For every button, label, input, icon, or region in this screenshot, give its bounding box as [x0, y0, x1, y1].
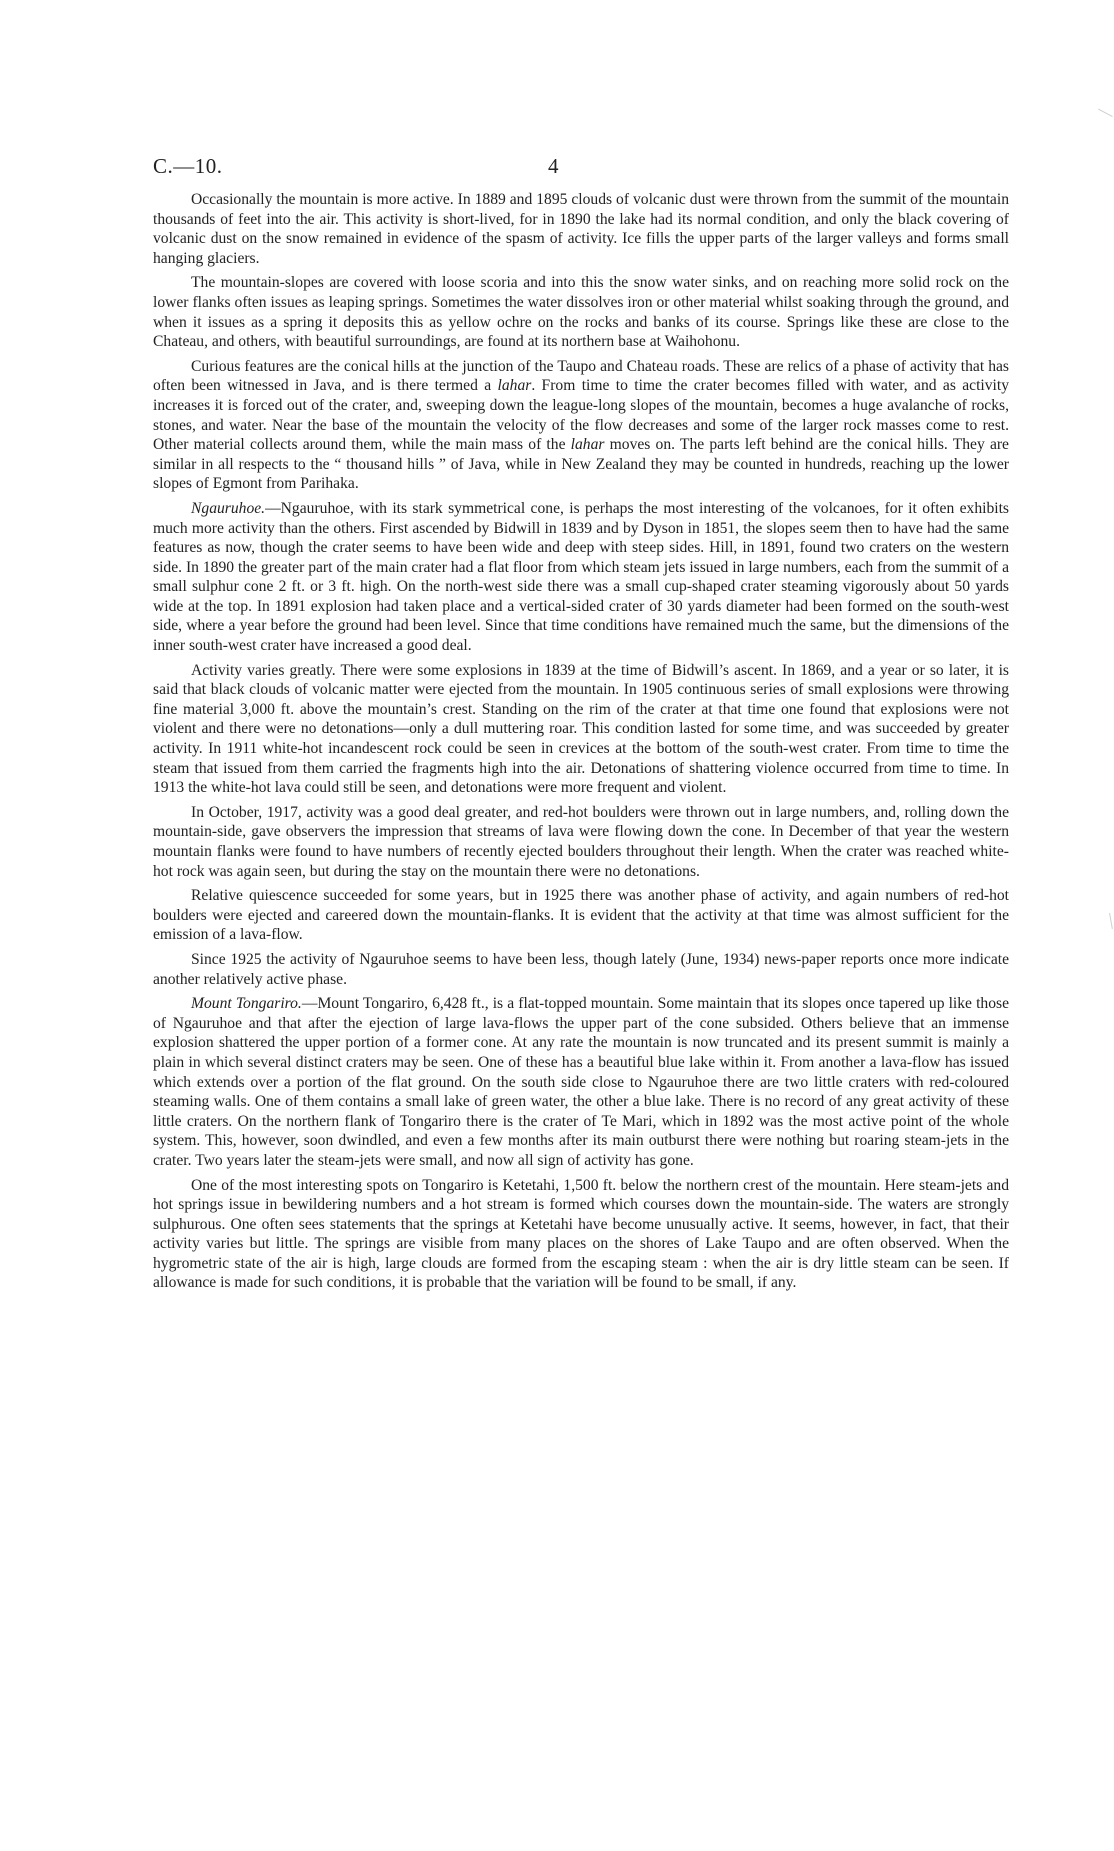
paragraph-ngauruhoe [153, 499, 1009, 656]
paragraph-text: moves on. The parts left behind are the conical hills. They are similar in all respects to the “ thousand hills ” of Java, while in New Zealand they may be counted in hundreds, reaching up the lower slopes of Egmont from Parihaka. [153, 436, 1009, 493]
paragraph-relative-quiescence [153, 886, 1009, 945]
paragraph-text: The mountain-slopes are covered with loose scoria and into this the snow water sinks, and on reaching more solid rock on the lower flanks often issues as leaping springs. Sometimes the water dissolves iron or other material whilst soaking through the ground, and when it issues as a spring it deposits this as yellow ochre on the rocks and banks of its course. Springs like these are close to the Chateau, and others, with beautiful surroundings, are found at its northern base at Waihohonu. [153, 274, 1009, 351]
paragraph-text: In October, 1917, activity was a good deal greater, and red-hot boulders were thrown out in large numbers, and, rolling down the mountain-side, gave observers the impression that streams of lava were flowing down the cone. In December of that year the western mountain flanks were found to have numbers of recently ejected boulders throughout their length. When the crater was reached white-hot rock was again seen, but during the stay on the mountain there were no detonations. [153, 803, 1009, 880]
paragraph-mount-tongariro [153, 994, 1009, 1170]
document-reference: C.—10. [153, 154, 223, 178]
paragraph-conical-hills [153, 357, 1009, 494]
document-page [153, 150, 1009, 1298]
paragraph-text: —Mount Tongariro, 6,428 ft., is a flat-topped mountain. Some maintain that its slopes once tapered up like those of Ngauruhoe and that after the ejection of large lava-flows the upper part of the cone subsided. Others believe that an immense explosion shattered the upper portion of a former cone. At any rate the mountain is now truncated and its present summit is mainly a plain in which several distinct craters may be seen. One of these has a beautiful blue lake within it. From another a lava-flow has issued which extends over a portion of the flat ground. On the south side close to Ngauruhoe there are two little craters with red-coloured steaming walls. One of them contains a small lake of green water, the other a blue lake. There is no record of any great activity of these little craters. On the northern flank of Tongariro there is the crater of Te Mari, which in 1892 was the most active point of the whole system. This, however, soon dwindled, and even a few months after its main outburst there were nothing but roaring steam-jets in the crater. Two years later the steam-jets were small, and now all sign of activity has gone. [153, 995, 1010, 1169]
page-number: 4 [548, 154, 559, 178]
paragraph-text: —Ngauruhoe, with its stark symmetrical cone, is perhaps the most interesting of the volcanoes, for it often exhibits much more activity than the others. First ascended by Bidwill in 1839 and by Dyson in 1851, the slopes seem then to have had the same features as now, though the crater seems to have been wide and deep with steep sides. Hill, in 1891, found two craters on the western side. In 1890 the greater part of the main crater had a flat floor from which steam jets issued in large numbers, each from the summit of a small sulphur cone 2 ft. or 3 ft. high. On the north-west side there was a small cup-shaped crater steaming vigorously about 50 yards wide at the top. In 1891 explosion had taken place and a vertical-sided crater of 30 yards diameter had been formed on the south-west side, where a year before the ground had been level. Since that time conditions have remained much the same, but the dimensions of the inner south-west crater have increased a good deal. [153, 499, 1009, 655]
paragraph-since-1925 [153, 950, 1009, 989]
page-header [153, 150, 1009, 190]
paragraph-text: . From time to time the crater becomes filled with water, and as activity increases it is forced out of the crater, and, sweeping down the league-long slopes of the mountain, becomes a huge avalanche of rocks, stones, and water. Near the base of the mountain the velocity of the flow decreases and some of the larger rock masses come to rest. Other material collects around them, while the main mass of the [153, 377, 1009, 454]
section-heading-ngauruhoe: Ngauruhoe. [191, 499, 266, 517]
paragraph-ketetahi [153, 1176, 1009, 1294]
paragraph-mountain-slopes [153, 273, 1009, 351]
paragraph-text: One of the most interesting spots on Tongariro is Ketetahi, 1,500 ft. below the northern crest of the mountain. Here steam-jets and hot springs issue in bewildering numbers and a hot stream is formed which courses down the mountain-side. The waters are strongly sulphurous. One often sees statements that the springs at Ketetahi have become unusually active. It seems, however, in fact, that their activity varies but little. The springs are visible from many places on the shores of Lake Taupo and are often observed. When the hygrometric state of the air is high, large clouds are formed from the escaping steam : when the air is dry little steam can be seen. If allowance is made for such conditions, it is probable that the variation will be found to be small, if any. [153, 1176, 1009, 1292]
scan-mark-top [1095, 109, 1112, 123]
paragraph-text: Curious features are the conical hills at the junction of the Taupo and Chateau roads. These are relics of a phase of activity that has often been witnessed in Java, and is there termed a [153, 357, 1009, 395]
paragraph-october-1917 [153, 803, 1009, 881]
section-heading-mount-tongariro: Mount Tongariro. [191, 995, 302, 1013]
paragraph-text: Relative quiescence succeeded for some years, but in 1925 there was another phase of activity, and again numbers of red-hot boulders were ejected and careered down the mountain-flanks. It is evident that the activity at that time was almost sufficient for the emission of a lava-flow. [153, 887, 1009, 944]
paragraph-mountain-activity [153, 190, 1009, 268]
italic-term-lahar: lahar [497, 377, 532, 395]
paragraph-activity-varies [153, 661, 1009, 798]
paragraph-text: Since 1925 the activity of Ngauruhoe seems to have been less, though lately (June, 1934) news-paper reports once more indicate another relatively active phase. [153, 950, 1009, 988]
paragraph-text: Occasionally the mountain is more active. In 1889 and 1895 clouds of volcanic dust were thrown from the summit of the mountain thousands of feet into the air. This activity is short-lived, for in 1890 the lake had its normal condition, and only the black covering of volcanic dust on the snow remained in evidence of the spasm of activity. Ice fills the upper parts of the larger valleys and forms small hanging glaciers. [153, 191, 1009, 267]
paragraph-text: Activity varies greatly. There were some explosions in 1839 at the time of Bidwill’s ascent. In 1869, and a year or so later, it is said that black clouds of volcanic matter were ejected from the mountain. In 1905 continuous series of small explosions were throwing fine material 3,000 ft. above the mountain’s crest. Standing on the rim of the crater at that time one found that explosions were not violent and there were no detonations—only a dull muttering roar. This condition lasted for some time, and was succeeded by greater activity. In 1911 white-hot incandescent rock could be seen in crevices at the bottom of the south-west crater. From time to time the steam that issued from them carried the fragments high into the air. Detonations of shattering violence occurred from time to time. In 1913 the white-hot lava could still be seen, and detonations were more frequent and violent. [153, 661, 1009, 797]
scan-mark-side [1103, 913, 1113, 930]
italic-term-lahar: lahar [570, 436, 605, 454]
document-body [153, 190, 1009, 1293]
